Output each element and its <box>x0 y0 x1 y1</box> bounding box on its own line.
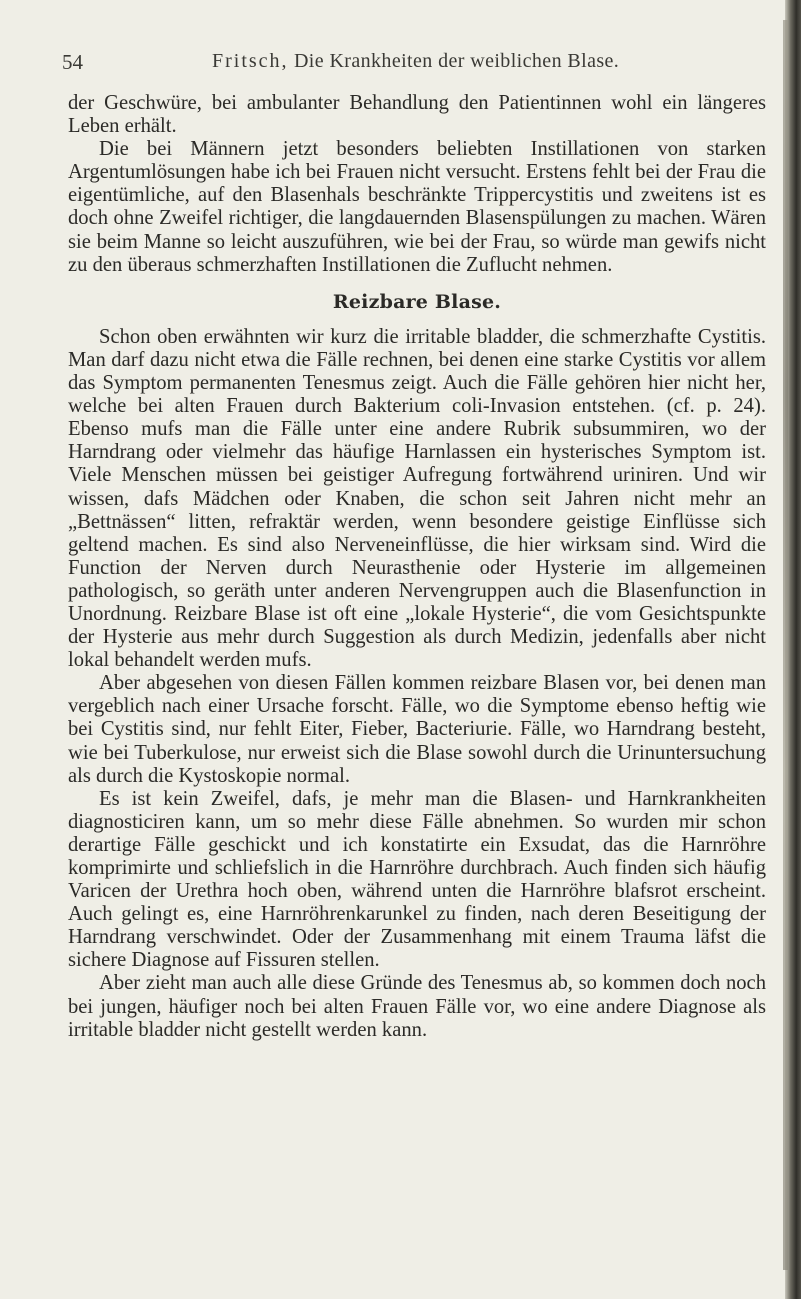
paragraph: Schon oben erwähnten wir kurz die irritable bladder, die schmerzhafte Cystitis. Man darf dazu nicht etwa die Fälle rechnen, bei denen eine starke Cystitis vor allem das Symptom permanenten Tenesmus zeigt. Auch die Fälle gehören hier nicht her, welche bei alten Frauen durch Bakterium coli-Invasion entstehen. (cf. p. 24). Ebenso mufs man die Fälle unter eine andere Rubrik subsummiren, wo der Harndrang oder vielmehr das häufige Harnlassen ein hysterisches Symptom ist. Viele Menschen müssen bei geistiger Aufregung fortwährend uriniren. Und wir wissen, dafs Mädchen oder Knaben, die schon seit Jahren nicht mehr an „Bettnässen“ litten, refraktär werden, wenn besondere geistige Einflüsse sich geltend machen. Es sind also Nerveneinflüsse, die hier wirksam sind. Wird die Function der Nerven durch Neurasthenie oder Hysterie im allgemeinen pathologisch, so geräth unter anderen Nervengruppen auch die Blasenfunction in Unordnung. Reizbare Blase ist oft eine „lokale Hysterie“, die vom Gesichtspunkte der Hysterie aus mehr durch Suggestion als durch Medizin, jedenfalls aber nicht lokal behandelt werden mufs. <box>68 325 766 672</box>
running-header <box>62 50 762 86</box>
page-number: 54 <box>62 50 83 74</box>
paragraph: Es ist kein Zweifel, dafs, je mehr man die Blasen- und Harnkrankheiten diagnosticiren kann, um so mehr diese Fälle abnehmen. So wurden mir schon derartige Fälle geschickt und ich konstatirte ein Exsudat, das die Harnröhre komprimirte und schliefslich in die Harnröhre durchbrach. Auch finden sich häufig Varicen der Urethra hoch oben, während unten die Harnröhre blafsrot erscheint. Auch gelingt es, eine Harnröhrenkarunkel zu finden, nach deren Beseitigung der Harndrang verschwindet. Oder der Zusammenhang mit einem Trauma läfst die sichere Diagnose auf Fissuren stellen. <box>68 787 766 972</box>
paragraph: der Geschwüre, bei ambulanter Behandlung den Patientinnen wohl ein längeres Leben erhält. <box>68 92 766 138</box>
paragraph: Die bei Männern jetzt besonders beliebten Instillationen von starken Argentumlösungen habe ich bei Frauen nicht versucht. Erstens fehlt bei der Frau die eigentümliche, auf den Blasenhals beschränkte Trippercystitis und zweitens ist es doch ohne Zweifel richtiger, die langdauernden Blasenspülungen zu machen. Wären sie beim Manne so leicht auszuführen, wie bei der Frau, so würde man gewifs nicht zu den überaus schmerzhaften Instillationen die Zuflucht nehmen. <box>68 138 766 276</box>
running-title <box>212 50 619 73</box>
book-spine-edge <box>785 0 801 1299</box>
section-heading: Reizbare Blase. <box>332 290 502 313</box>
paragraph: Aber zieht man auch alle diese Gründe des Tenesmus ab, so kommen doch noch bei jungen, häufiger noch bei alten Frauen Fälle vor, wo eine andere Diagnose als irritable bladder nicht gestellt werden kann. <box>68 972 766 1041</box>
author-name: Fritsch, <box>212 50 289 72</box>
book-title: Die Krankheiten der weiblichen Blase. <box>293 50 620 72</box>
paragraph: Aber abgesehen von diesen Fällen kommen reizbare Blasen vor, bei denen man vergeblich nach einer Ursache forscht. Fälle, wo die Symptome ebenso heftig wie bei Cystitis sind, nur fehlt Eiter, Fieber, Bacteriurie. Fälle, wo Harndrang besteht, wie bei Tuberkulose, nur erweist sich die Blase sowohl durch die Urinuntersuchung als durch die Kystoskopie normal. <box>68 672 766 787</box>
body-text <box>68 92 766 1042</box>
spine-shadow <box>783 20 788 1270</box>
